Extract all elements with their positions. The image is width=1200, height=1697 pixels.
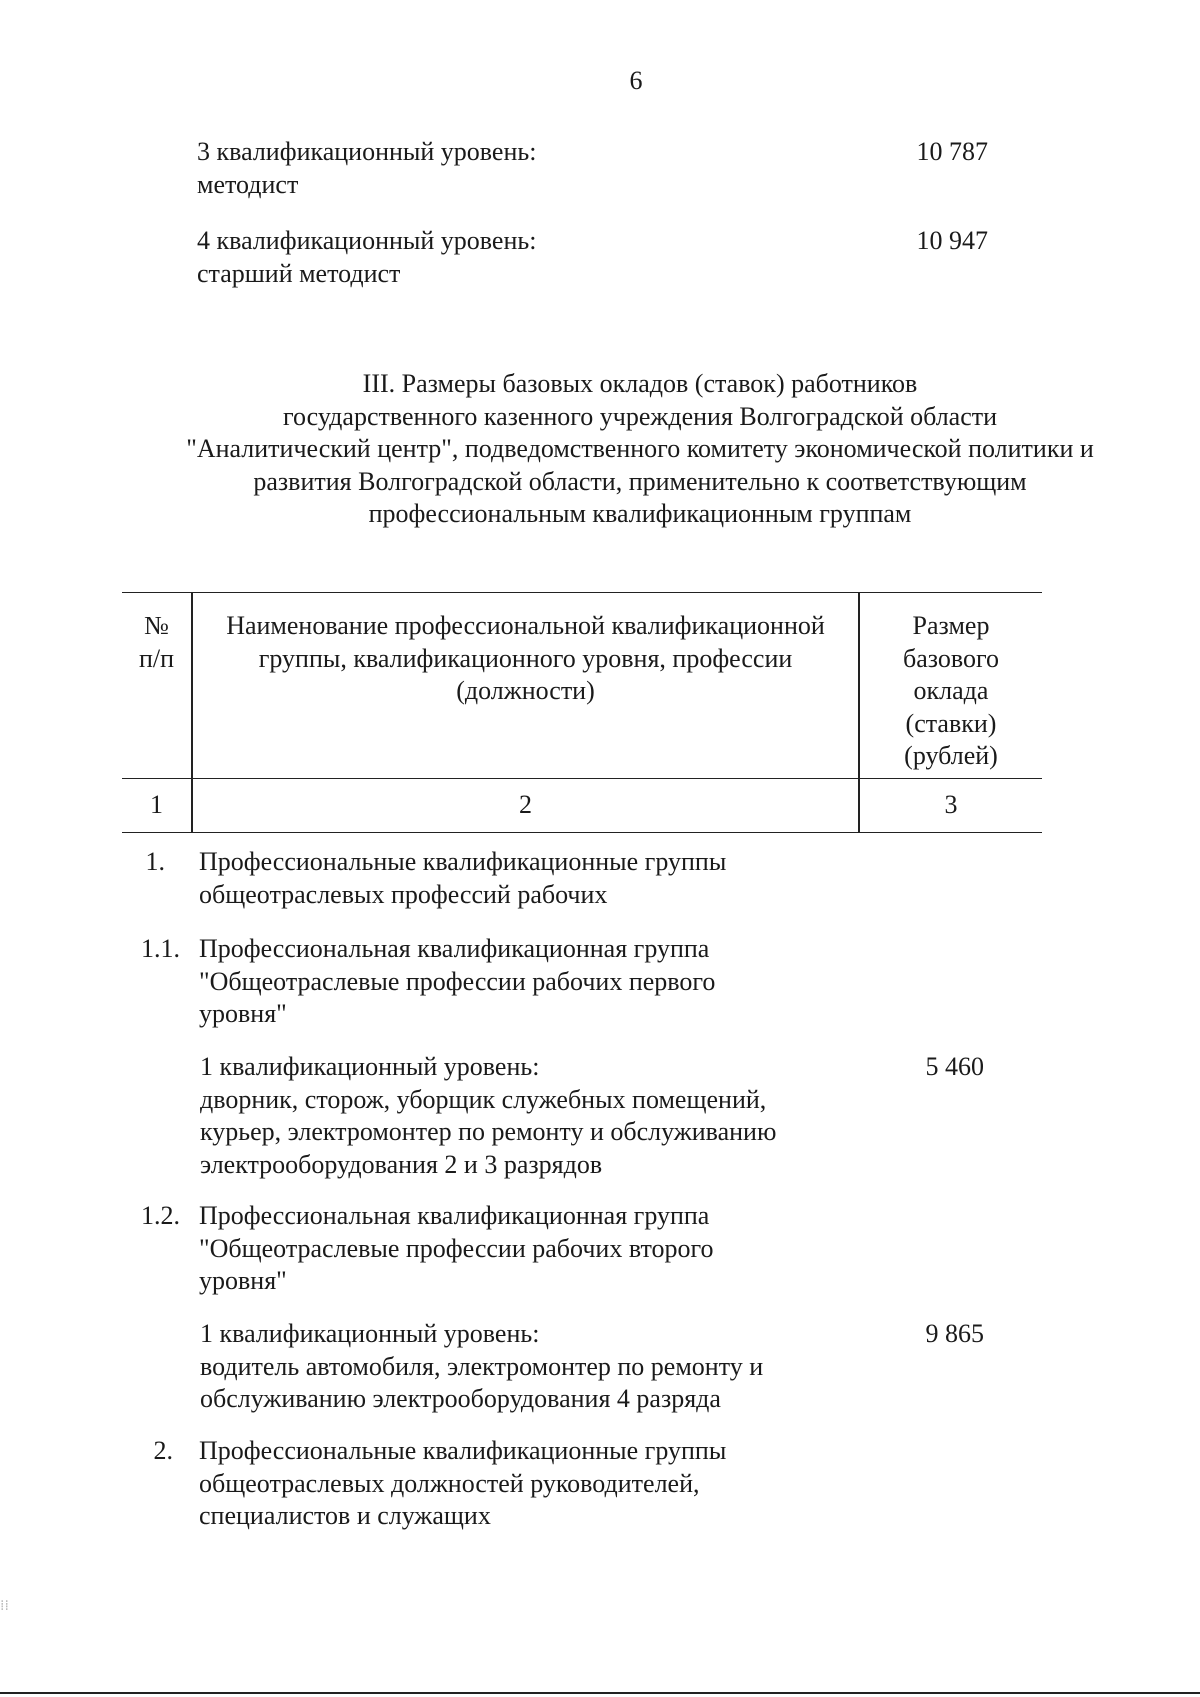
row-text: 1 квалификационный уровень: [200,1319,540,1348]
row-text: уровня" [199,999,287,1028]
section-heading-line: профессиональным квалификационным группам [368,499,912,528]
section-heading [130,368,1150,531]
column-number: 2 [519,790,532,819]
row-text: общеотраслевых профессий рабочих [199,880,608,909]
row-text: Профессиональная квалификационная группа [199,1201,710,1230]
row-text: Профессиональные квалификационные группы [199,847,727,876]
column-number: 3 [944,790,958,819]
page-number: 6 [629,66,643,95]
row-text: уровня" [199,1266,287,1295]
level-positions: старший методист [197,259,401,288]
row-text: Профессиональные квалификационные группы [199,1436,727,1465]
level-label: 4 квалификационный уровень: [197,226,537,255]
row-text: водитель автомобиля, электромонтер по ремонту и [200,1352,764,1381]
section-heading-line: III. Размеры базовых окладов (ставок) работников [362,369,918,398]
salary-table-header [122,592,1042,836]
salary-value: 10 947 [916,226,988,255]
column-number: 1 [150,790,163,819]
row-text: общеотраслевых должностей руководителей, [199,1469,700,1498]
row-text: "Общеотраслевые профессии рабочих второго [199,1234,714,1263]
level-label: 3 квалификационный уровень: [197,137,537,166]
page-bottom-rule [0,1692,1200,1694]
row-number: 2. [153,1436,173,1465]
salary-value: 10 787 [916,137,988,166]
column-header-name: Наименование профессиональной квалификационной группы, квалификационного уровня, профессии (должности) [226,611,825,705]
row-number: 1.2. [141,1201,180,1230]
scan-edge-mark: ⁞⁞ [0,1598,9,1614]
row-number: 1. [145,847,165,876]
table-top-rule [122,592,1042,593]
row-text: Профессиональная квалификационная группа [199,934,710,963]
row-number: 1.1. [141,934,180,963]
column-header-number: № п/п [138,611,175,673]
column-numbers-rule [122,832,1042,833]
row-text: электрооборудования 2 и 3 разрядов [200,1150,603,1179]
row-text: курьер, электромонтер по ремонту и обслуживанию [200,1117,777,1146]
salary-value: 9 865 [925,1319,984,1348]
section-heading-line: государственного казенного учреждения Волгоградской области [282,401,998,431]
row-text: 1 квалификационный уровень: [200,1052,540,1081]
header-bottom-rule [122,778,1042,779]
section-heading-line: "Аналитический центр", подведомственного комитету экономической политики и [186,434,1094,463]
row-text: дворник, сторож, уборщик служебных помещений, [200,1085,767,1114]
section-heading-line: развития Волгоградской области, применительно к соответствующим [253,466,1027,496]
column-header-salary: Размер базового оклада (ставки) (рублей) [902,611,999,770]
level-positions: методист [197,170,299,199]
row-text: обслуживанию электрооборудования 4 разряда [200,1384,721,1413]
salary-value: 5 460 [925,1052,984,1081]
row-text: специалистов и служащих [199,1501,491,1530]
row-text: "Общеотраслевые профессии рабочих первого [199,967,716,996]
